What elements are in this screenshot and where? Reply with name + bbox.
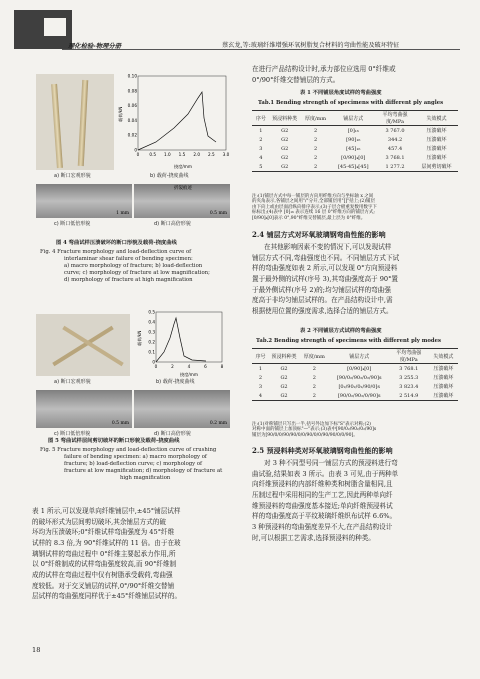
plot-frame [138, 76, 226, 150]
y-tick-label: 0.06 [127, 103, 137, 109]
x-tick-label: 0.5 [149, 152, 157, 157]
text-line: 时,可以根据工艺需求,选择预浸料的种类。 [252, 533, 375, 542]
caption-line: high magnification [120, 474, 171, 481]
caption-line: failure of bending specimen: a) macro morphology of [64, 453, 207, 460]
text-line: 压制过程中采用相同的生产工艺,因此两种单向纤 [252, 491, 393, 500]
fig4-panel-c-label: c) 断口低倍形貌 [54, 221, 91, 227]
load-deflection-curve [156, 318, 206, 362]
table2-title-cn: 表 2 不同铺层方式试样的弯曲强度 [300, 328, 382, 334]
table-row [252, 153, 458, 162]
col-header: 预浸料种类 [269, 349, 299, 364]
specimen-bar [52, 326, 113, 366]
figure-5 [32, 308, 232, 448]
table-cell: 2 [313, 136, 318, 143]
text-line: 置于最外侧的试样(序号 3),其弯曲强度高于 90°置 [252, 275, 399, 284]
table-cell: G2 [280, 365, 288, 372]
fig4-panel-a-label: a) 断口宏观形貌 [54, 173, 91, 179]
table-cell: 1 [259, 127, 263, 134]
fig4-panel-b-chart [116, 70, 232, 172]
fig5-panel-d-photo [134, 390, 230, 428]
x-tick-label: 2 [171, 364, 174, 369]
note-line: 由下向上或由层面沿纵向排序表示;(3)子层合板重复数用数字下 [252, 204, 377, 210]
x-tick-label: 1.0 [163, 152, 171, 157]
specimen-bar [51, 84, 63, 168]
text-line: 以 0°纤维制成的试样弯曲强度较高,而 90°纤维制 [32, 560, 177, 569]
table-cell: 3 768.1 [385, 154, 405, 161]
load-deflection-curve [138, 92, 216, 150]
col-header: 厚度/mm [299, 349, 330, 364]
fig5-caption-en [40, 447, 232, 481]
table-cell: [45-45]₄[45] [337, 163, 369, 170]
x-tick-label: 0 [136, 152, 140, 157]
text-line: 0°/90°纤维交替铺层的方式。 [252, 75, 340, 84]
table1 [252, 110, 458, 172]
caption-line: fracture; b) load-deflection curve; c) morphology of [64, 460, 202, 467]
table-cell: 3 768.1 [399, 365, 419, 372]
table2-note [252, 422, 458, 438]
col-header: 失效模式 [429, 349, 458, 364]
y-tick-label: 0.1 [148, 349, 155, 355]
table-cell: 4 [259, 154, 263, 161]
text-line: 在其他影响因素不变的情况下,可以发现试样 [264, 243, 392, 251]
table-row [252, 135, 458, 144]
note-line: 对称中面的铺层上加顶标"—"表示;(3)表中[90/0₂/90₂/0₂/90]s [252, 427, 377, 433]
fig4-panel-a-photo [36, 74, 114, 170]
table-cell: G2 [281, 127, 289, 134]
section-2-4-text [252, 242, 458, 317]
table-cell: G2 [281, 154, 289, 161]
x-tick-label: 1.5 [178, 152, 186, 157]
y-tick-label: 0.10 [127, 73, 137, 79]
text-line: 度高于非均匀铺层试样的。在产品结构设计中,需 [252, 296, 393, 305]
fig5-panel-c-label: c) 断口低倍形貌 [54, 431, 91, 437]
x-tick-label: 6 [204, 364, 207, 369]
table-cell: 1 277.2 [385, 163, 405, 170]
caption-line: curve; c) morphology of fracture at low magnification; [64, 269, 210, 276]
x-tick-label: 2.5 [207, 152, 215, 157]
note-line: 注:(1)铺层方式中每一铺层的方向用纤维方向与坐标轴 x 之间 [252, 194, 374, 199]
table-cell: 3 [258, 383, 263, 390]
fig5-xlabel: 挠度/mm [180, 372, 198, 377]
table-cell: 压溃破坏 [426, 128, 447, 134]
section-2-5-heading: 2.5 预浸料种类对环氧玻璃钢弯曲性能的影响 [252, 446, 393, 455]
table-cell: G2 [281, 145, 289, 152]
caption-line: Fig. 5 Fracture morphology and load-deflection curve of crushing [40, 447, 217, 453]
note-line: [0/90]₄[0]表示 0°,90°纤维交替铺层,最上层为 0°纤维。 [252, 215, 366, 221]
table-header-row [252, 349, 458, 364]
table-cell: 压溃破坏 [433, 366, 454, 372]
table-cell: 3 767.0 [385, 127, 405, 134]
text-line: 璃钢试样的弯曲过程中 0°纤维主要起承力作用,所 [32, 549, 176, 558]
x-tick-label: 2.0 [193, 152, 201, 157]
col-header: 失效模式 [415, 111, 458, 126]
table-cell: 2 514.9 [399, 392, 419, 399]
text-line: 维预浸料的弯曲强度基本接近;单向纤维预浸料试 [252, 501, 393, 510]
table-cell: [0₂/90₂/0₂/90/0]s [338, 383, 380, 390]
table-cell: 3 255.3 [399, 374, 419, 381]
fig5-ylabel: 载荷/kN [137, 330, 142, 346]
plot-frame [156, 312, 222, 362]
table-cell: [0]₁₆ [347, 127, 359, 134]
fig5-panel-b-chart [136, 308, 228, 378]
table-row [252, 162, 458, 172]
col-header: 序号 [252, 349, 269, 364]
caption-line: fracture at low magnification; d) morphology of fracture at [64, 467, 223, 474]
text-line: 层试样的弯曲强度同样优于±45°纤维铺层试样的。 [32, 592, 182, 601]
caption-line: d) morphology of fracture at high magnification [64, 276, 193, 283]
figure-4 [32, 66, 232, 266]
section-2-5-text [252, 458, 458, 543]
col-header: 平均弯曲强度/MPa [375, 111, 415, 126]
text-line: 向纤维预浸料的内部纤维种类和树脂含量相同,且 [252, 480, 393, 489]
header-rule [62, 49, 460, 50]
table-cell: 2 [312, 374, 316, 381]
y-tick-label: 0.02 [127, 132, 137, 138]
fig4-xlabel: 挠度/mm [174, 164, 192, 169]
caption-line: interlaminar shear failure of bending specimen: [64, 255, 193, 262]
y-tick-label: 0.04 [127, 117, 137, 123]
x-tick-label: 0 [154, 364, 158, 369]
right-intro-text [252, 64, 458, 85]
y-tick-label: 0.5 [148, 309, 155, 315]
table-cell: 压溃破坏 [433, 375, 454, 381]
table-row [252, 364, 458, 374]
table1-title-en: Tab.1 Bending strength of specimens with different ply angles [258, 100, 444, 106]
table-cell: 2 [312, 365, 316, 372]
fig5-panel-d-label: d) 断口高倍形貌 [154, 431, 191, 437]
table-cell: 2 [313, 127, 318, 134]
table-cell: 3 [259, 145, 263, 152]
fig5-scale-c: 0.5 mm [111, 420, 129, 426]
fig5-scale-d: 0.2 mm [209, 420, 227, 426]
table-cell: 2 [313, 145, 318, 152]
text-line: 铺层方式不同,弯曲强度也不同。不同铺层方式下试 [252, 253, 400, 262]
text-line: 样的弯曲强度高于平纹玻璃纤维织布试样 6.6%。 [252, 512, 397, 521]
y-tick-label: 0.08 [127, 88, 137, 94]
text-line: 坏均为压溃破坏;0°纤维试样弯曲强度为 45°纤维 [32, 528, 175, 537]
table-cell: 2 [313, 163, 318, 170]
specimen-bar [62, 326, 123, 366]
col-header: 平均弯曲强度/MPa [389, 349, 429, 364]
fig4-panel-b-label: b) 载荷-挠度曲线 [150, 173, 189, 179]
col-header: 铺层方式 [330, 349, 389, 364]
table-cell: 压溃破坏 [426, 155, 447, 161]
fig4-caption-cn: 图 4 弯曲试样压溃破坏的断口形貌及载荷-挠度曲线 [56, 240, 177, 246]
x-tick-label: 3.0 [222, 152, 230, 157]
y-tick-label: 0.2 [148, 339, 155, 345]
text-line: 曲试验,结果如表 3 所示。由表 3 可见,由于两种单 [252, 469, 399, 478]
col-header: 铺层方式 [331, 111, 375, 126]
fig5-panel-b-label: b) 载荷-挠度曲线 [156, 379, 195, 385]
text-line: 度较低。对于交叉铺层的试样,0°/90°纤维交替铺 [32, 581, 175, 590]
table-cell: 压溃破坏 [426, 137, 447, 143]
table-row [252, 373, 458, 382]
table-cell: G2 [280, 374, 288, 381]
table-cell: [90/0₂/90₂/0/90]s [337, 392, 381, 399]
y-tick-label: 0.4 [148, 319, 155, 325]
y-tick-label: 0.3 [148, 329, 155, 335]
table-cell: [0/90]₄[0] [347, 365, 372, 372]
specimen-bar [78, 80, 88, 166]
table-cell: [90]₁₆ [346, 136, 361, 143]
table-cell: 2 [313, 154, 318, 161]
table-cell: 2 [312, 383, 316, 390]
fig4-panel-d-label: d) 断口高倍形貌 [154, 221, 191, 227]
col-header: 预浸料种类 [270, 111, 300, 126]
journal-logo-notch [44, 18, 66, 36]
text-line: 于最外侧试样(序号 2)的;均匀铺层试样的弯曲强 [252, 285, 391, 294]
table1-title-cn: 表 1 不同铺层角度试样的弯曲强度 [300, 90, 382, 96]
table-cell: 2 [258, 374, 263, 381]
table-cell: 压溃破坏 [426, 146, 447, 152]
table-cell: 3 823.4 [399, 383, 419, 390]
x-tick-label: 8 [220, 364, 224, 369]
fig5-panel-a-label: a) 断口宏观形貌 [54, 379, 91, 385]
caption-line: a) macro morphology of fracture; b) load-deflection [64, 262, 203, 269]
table-cell: G2 [281, 163, 289, 170]
fig4-ylabel: 载荷/kN [118, 106, 123, 122]
table-header-row [252, 111, 458, 126]
table-cell: 压溃破坏 [433, 384, 454, 390]
running-title: 蔡玄龙,等:玻璃纤维增强环氧树脂复合材料的弯曲性能及破坏特征 [222, 42, 400, 49]
table-cell: 压溃破坏 [433, 393, 454, 399]
text-line: 试样的 8.3 倍,为 90°纤维试样的 11 倍。由于在玻 [32, 539, 181, 548]
fig4-panel-c-photo [36, 184, 132, 218]
col-header: 厚度/mm [300, 111, 332, 126]
note-line: 的夹角表示,各铺层之间用"/"分开,全部铺层用"[]"括上;(2)铺层 [252, 199, 376, 205]
table-row [252, 391, 458, 401]
fig4-caption-en [40, 249, 230, 283]
table2-title-en: Tab.2 Bending strength of specimens with different ply modes [256, 338, 441, 344]
table-row [252, 382, 458, 391]
table-cell: 457.4 [387, 145, 403, 152]
text-line: 的破坏形式为层间剪切破坏,其余铺层方式的破 [32, 517, 166, 526]
table1-note [252, 194, 458, 221]
page-number: 18 [32, 646, 41, 654]
text-line: 3 种预浸料的弯曲强度差异不大,在产品结构设计 [252, 523, 393, 532]
table-cell: G2 [280, 392, 288, 399]
table-cell: [90/0₂/90₂/0₂/90]s [336, 374, 382, 381]
table-cell: 4 [258, 392, 263, 399]
text-line: 表 1 所示,可以发现单向纤维铺层中,±45°铺层试样 [32, 507, 181, 515]
table-cell: 5 [259, 163, 263, 170]
table-cell: 层间剪切破坏 [421, 164, 452, 170]
y-tick-label: 0 [152, 359, 155, 365]
table-row [252, 144, 458, 153]
table-cell: G2 [280, 383, 288, 390]
fig4-inset-label: 折裂痕迹 [174, 186, 192, 191]
fig5-panel-a-photo [36, 314, 130, 376]
table-row [252, 126, 458, 136]
table-cell: [45]₁₆ [346, 145, 361, 152]
table2 [252, 348, 458, 401]
col-header: 序号 [252, 111, 270, 126]
y-tick-label: 0 [134, 147, 137, 153]
caption-line: Fig. 4 Fracture morphology and load-deflection curve of [40, 249, 192, 255]
table-cell: 2 [259, 136, 263, 143]
fig5-panel-c-photo [36, 390, 132, 428]
text-line: 对 3 种不同型号同一铺层方式的预浸料进行弯 [264, 459, 398, 467]
fig4-scale-c: 1 mm [116, 210, 129, 216]
text-line: 根据使用位置的强度需求,选择合适的铺层方式。 [252, 307, 393, 316]
table-cell: 344.2 [387, 136, 403, 143]
text-line: 在进行产品结构设计时,承力部位应选用 0°纤维或 [252, 65, 396, 73]
fig5-caption-cn: 图 5 弯曲试样层间剪切破坏的断口形貌及载荷-挠度曲线 [48, 438, 180, 444]
x-tick-label: 4 [187, 364, 191, 369]
table-cell: 2 [312, 392, 316, 399]
note-line: 标标出;(4)表中 [0]₁₆ 表示连续 16 层 0°纤维方向的铺层方式; [252, 210, 375, 216]
section-2-4-heading: 2.4 铺层方式对环氧玻璃钢弯曲性能的影响 [252, 230, 386, 239]
journal-name: 理化检验-物理分册 [68, 43, 121, 50]
fig4-scale-d: 0.5 mm [209, 210, 227, 216]
table-cell: 1 [258, 365, 263, 372]
text-line: 成的试样在弯曲过程中仅有树脂承受载荷,弯曲强 [32, 571, 173, 580]
table-cell: G2 [281, 136, 289, 143]
table-cell: [0/90]₄[0] [341, 154, 366, 161]
text-line: 样的弯曲强度如表 2 所示,可以发现 0°方向预浸料 [252, 264, 398, 273]
left-body-text [32, 506, 236, 602]
note-line: 注:(1)对称铺层只写出一半,括号外边加下标"S"表示对称;(2) [252, 422, 371, 427]
note-line: 铺层为[90/0/0/90/90/0/0/90/0/0/90/90/0/0/90]。 [252, 432, 358, 438]
fig4-panel-d-photo [134, 184, 230, 218]
